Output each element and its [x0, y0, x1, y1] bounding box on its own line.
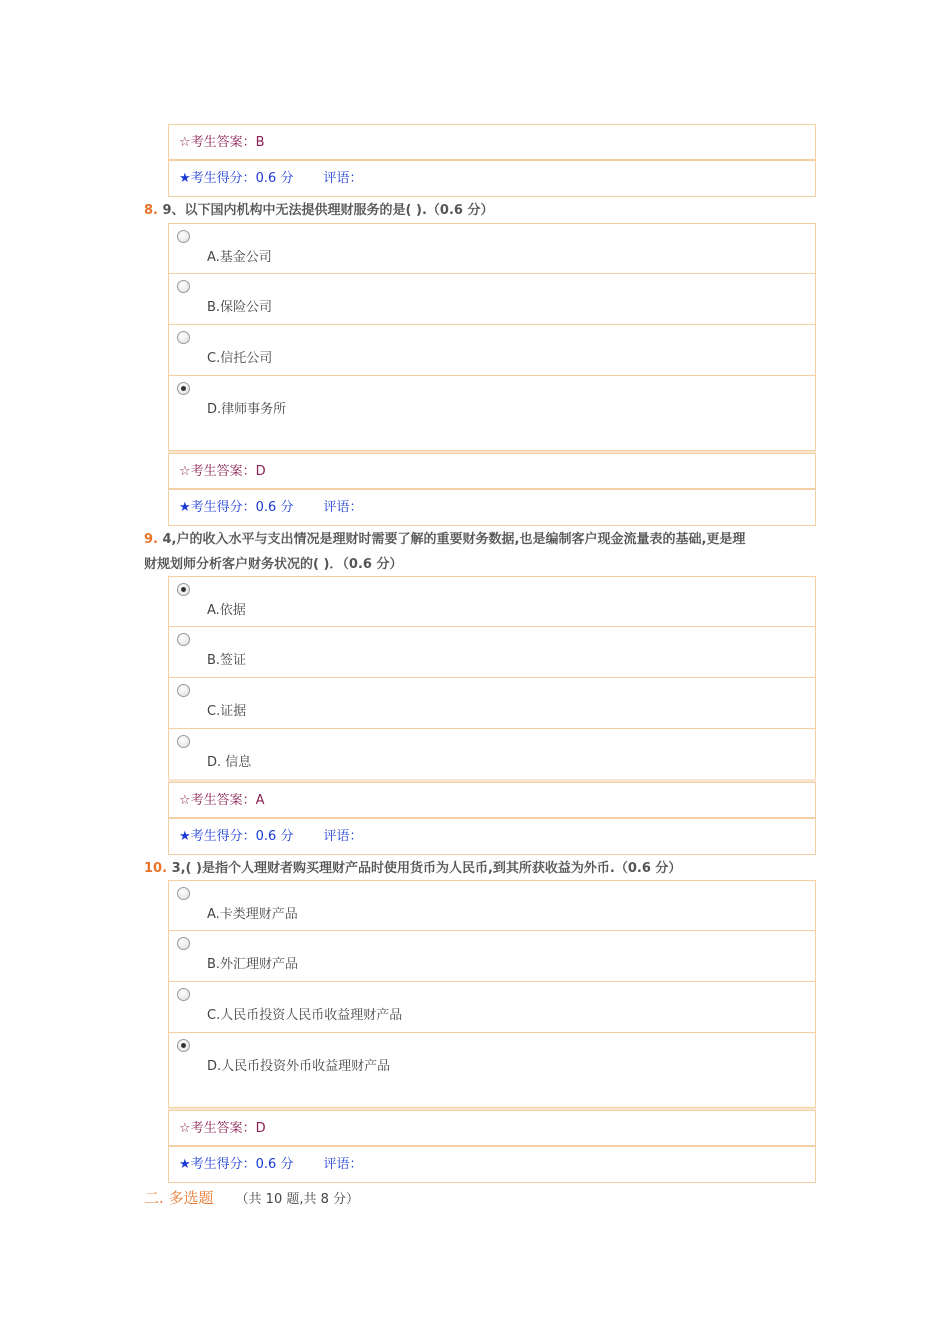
q9-comment-label: 评语： [323, 829, 363, 844]
q8-option-a[interactable]: A.基金公司 [168, 223, 816, 274]
q9-option-d[interactable]: D. 信息 [168, 729, 816, 780]
q9-answer-row [168, 782, 816, 818]
q10-option-a[interactable]: A.卡类理财产品 [168, 880, 816, 931]
q9-student-score: ★考生得分：0.6 分 评语： [179, 829, 363, 844]
radio-button[interactable] [177, 988, 190, 1001]
q10-option-c[interactable]: C.人民币投资人民币收益理财产品 [168, 982, 816, 1033]
q9-text-line2: 财规划师分析客户财务状况的( )．（0.6 分） [144, 557, 403, 572]
radio-button[interactable] [177, 280, 190, 293]
q8-option-d[interactable]: D.律师事务所 [168, 376, 816, 451]
q10-student-score: ★考生得分：0.6 分 评语： [179, 1157, 363, 1172]
q8-student-score: ★考生得分：0.6 分 评语： [179, 500, 363, 515]
section-heading [144, 1187, 359, 1208]
radio-button-checked[interactable] [177, 382, 190, 395]
q10-comment-label: 评语： [323, 1157, 363, 1172]
q10-answer-row [168, 1110, 816, 1146]
radio-button[interactable] [177, 331, 190, 344]
q7-student-answer: ☆考生答案：B [179, 135, 265, 150]
q10-option-d[interactable]: D.人民币投资外币收益理财产品 [168, 1033, 816, 1108]
q7-student-score: ★考生得分：0.6 分 评语： [179, 171, 363, 186]
radio-button[interactable] [177, 684, 190, 697]
radio-button[interactable] [177, 230, 190, 243]
q7-score-row [168, 160, 816, 197]
q8-title [144, 198, 814, 223]
q7-comment-label: 评语： [323, 171, 363, 186]
q9-option-a[interactable]: A.依据 [168, 576, 816, 627]
section-meta: （共 10 题,共 8 分） [235, 1192, 360, 1207]
q8-comment-label: 评语： [323, 500, 363, 515]
q8-number: 8. [144, 203, 158, 218]
radio-button[interactable] [177, 735, 190, 748]
q9-option-b[interactable]: B.签证 [168, 627, 816, 678]
q10-title [144, 856, 814, 881]
radio-button-checked[interactable] [177, 583, 190, 596]
q8-text: 9、以下国内机构中无法提供理财服务的是( ).（0.6 分） [162, 203, 494, 218]
radio-button[interactable] [177, 887, 190, 900]
q10-number: 10. [144, 861, 168, 876]
q10-score-row [168, 1146, 816, 1183]
q9-number: 9. [144, 532, 158, 547]
q9-title [144, 527, 814, 577]
radio-button[interactable] [177, 937, 190, 950]
q8-answer-row [168, 453, 816, 489]
radio-button-checked[interactable] [177, 1039, 190, 1052]
q9-text-line1: 9. 4,户的收入水平与支出情况是理财时需要了解的重要财务数据,也是编制客户现金流量表的基础,更是理 [144, 532, 746, 547]
q9-score-row [168, 818, 816, 855]
q10-option-b[interactable]: B.外汇理财产品 [168, 931, 816, 982]
q9-student-answer: ☆考生答案：A [179, 793, 265, 808]
radio-button[interactable] [177, 633, 190, 646]
q10-text: 3,( )是指个人理财者购买理财产品时使用货币为人民币,到其所获收益为外币.（0.6 分） [171, 861, 682, 876]
q8-score-row [168, 489, 816, 526]
q8-option-c[interactable]: C.信托公司 [168, 325, 816, 376]
section-title: 二. 多选题 [144, 1189, 214, 1207]
q10-student-answer: ☆考生答案：D [179, 1121, 266, 1136]
q8-option-b[interactable]: B.保险公司 [168, 274, 816, 325]
q7-answer-row [168, 124, 816, 160]
q8-student-answer: ☆考生答案：D [179, 464, 266, 479]
q9-option-c[interactable]: C.证据 [168, 678, 816, 729]
